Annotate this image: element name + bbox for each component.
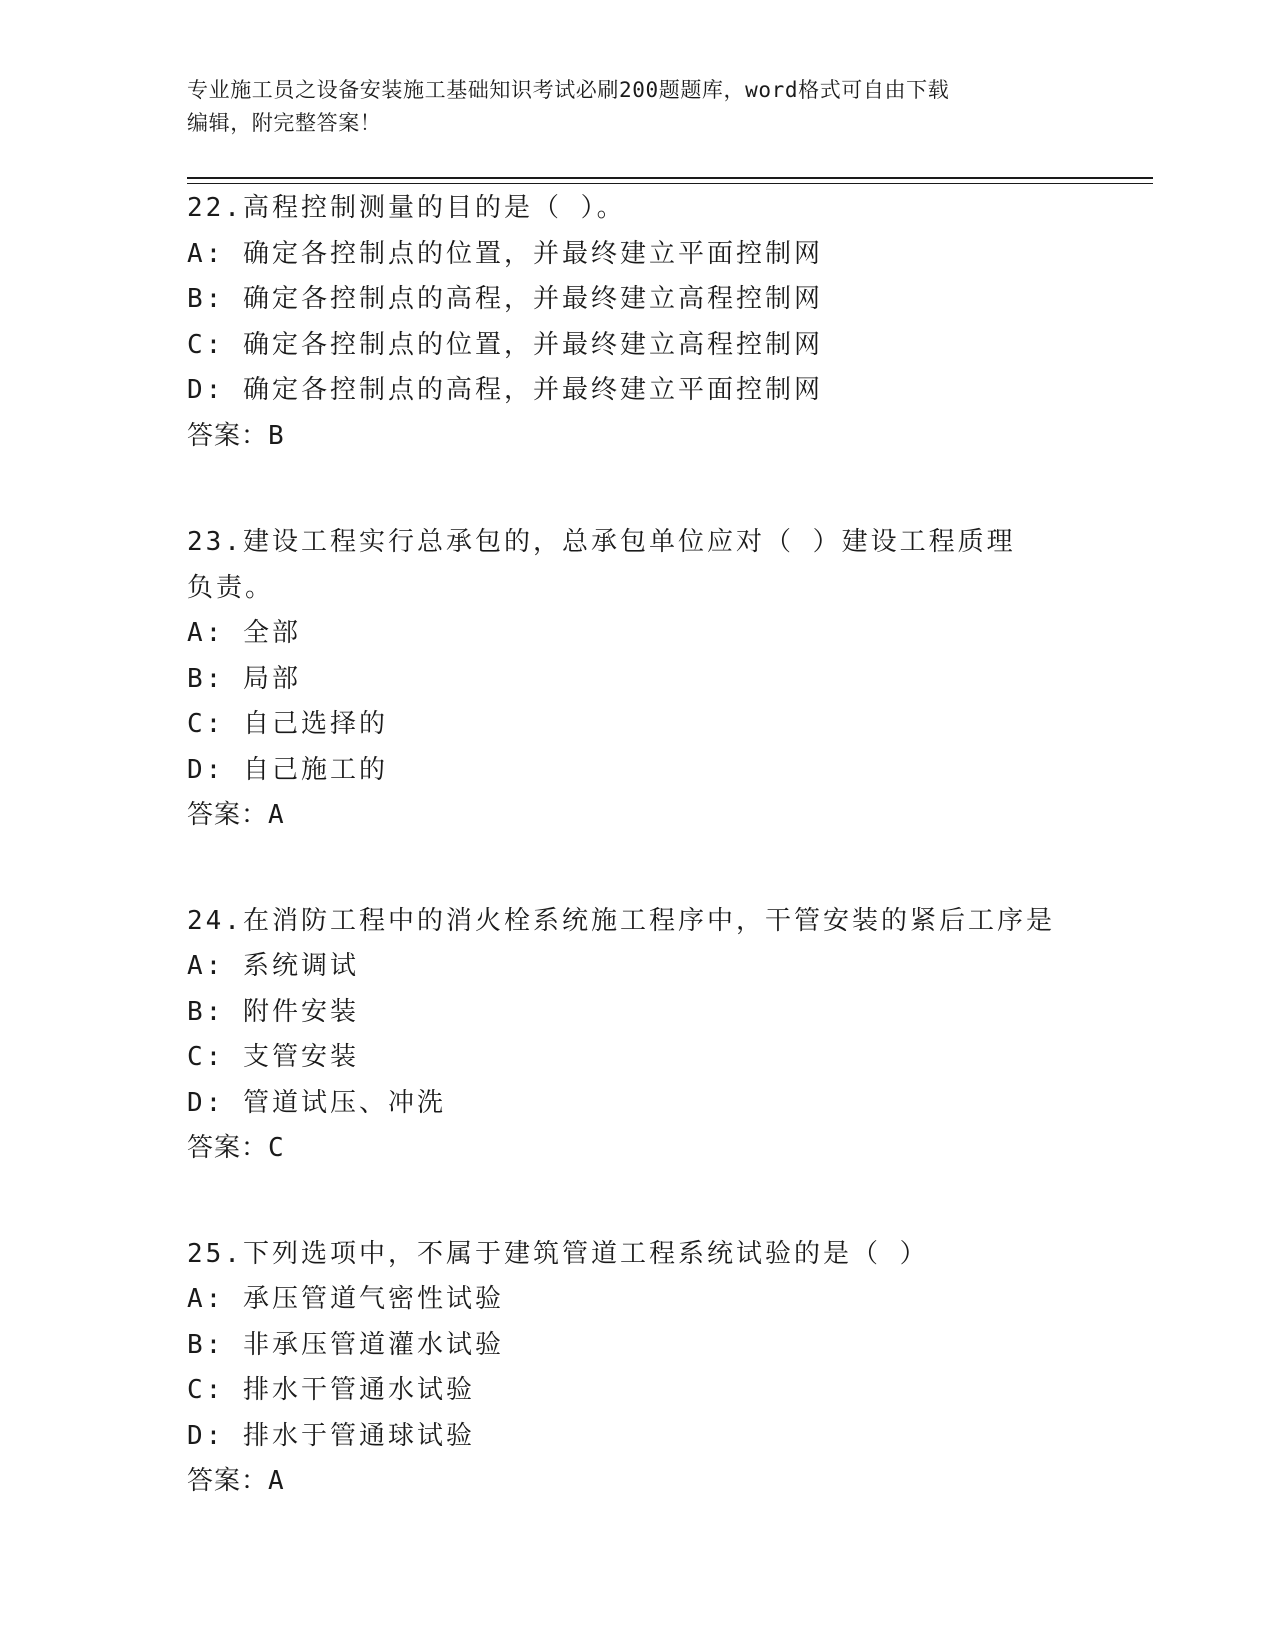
option-d: D: 排水于管通球试验 [187,1420,475,1451]
header-line-2: 编辑，附完整答案！ [187,111,382,135]
question-list [187,186,1087,1505]
question-spacer [187,459,1087,519]
option-c: C: 确定各控制点的位置，并最终建立高程控制网 [187,329,823,360]
answer: 答案：B [187,420,285,451]
option-b: B: 确定各控制点的高程，并最终建立高程控制网 [187,284,823,314]
question-24 [187,899,1087,1172]
header-divider-thick [187,177,1153,179]
option-b: B: 附件安装 [187,996,359,1027]
option-a: A: 承压管道气密性试验 [187,1284,504,1314]
option-c: C: 自己选择的 [187,709,388,739]
option-c: C: 支管安装 [187,1042,359,1072]
header-line-1: 专业施工员之设备安装施工基础知识考试必刷200题题库，word格式可自由下载 [187,78,950,102]
option-b: B: 非承压管道灌水试验 [187,1329,504,1360]
question-23 [187,519,1087,839]
question-stem: 23.建设工程实行总承包的，总承包单位应对（ ）建设工程质理负责。 [187,527,1016,603]
option-d: D: 自己施工的 [187,754,388,785]
header-divider-thin [187,183,1153,184]
answer: 答案：C [187,1133,285,1163]
question-stem: 25.下列选项中，不属于建筑管道工程系统试验的是（ ） [187,1238,929,1269]
question-stem: 22.高程控制测量的目的是（ ）。 [187,193,626,223]
answer: 答案：A [187,1466,285,1496]
question-spacer [187,839,1087,899]
option-a: A: 确定各控制点的位置，并最终建立平面控制网 [187,238,823,269]
option-a: A: 全部 [187,618,301,648]
option-a: A: 系统调试 [187,951,359,981]
document-header [187,74,1067,140]
question-25 [187,1232,1087,1505]
question-spacer [187,1172,1087,1232]
option-d: D: 管道试压、冲洗 [187,1087,446,1118]
question-22 [187,186,1087,459]
question-stem: 24.在消防工程中的消火栓系统施工程序中，干管安装的紧后工序是 [187,905,1055,936]
answer: 答案：A [187,800,285,830]
option-d: D: 确定各控制点的高程，并最终建立平面控制网 [187,375,823,405]
option-c: C: 排水干管通水试验 [187,1375,475,1405]
option-b: B: 局部 [187,663,301,694]
